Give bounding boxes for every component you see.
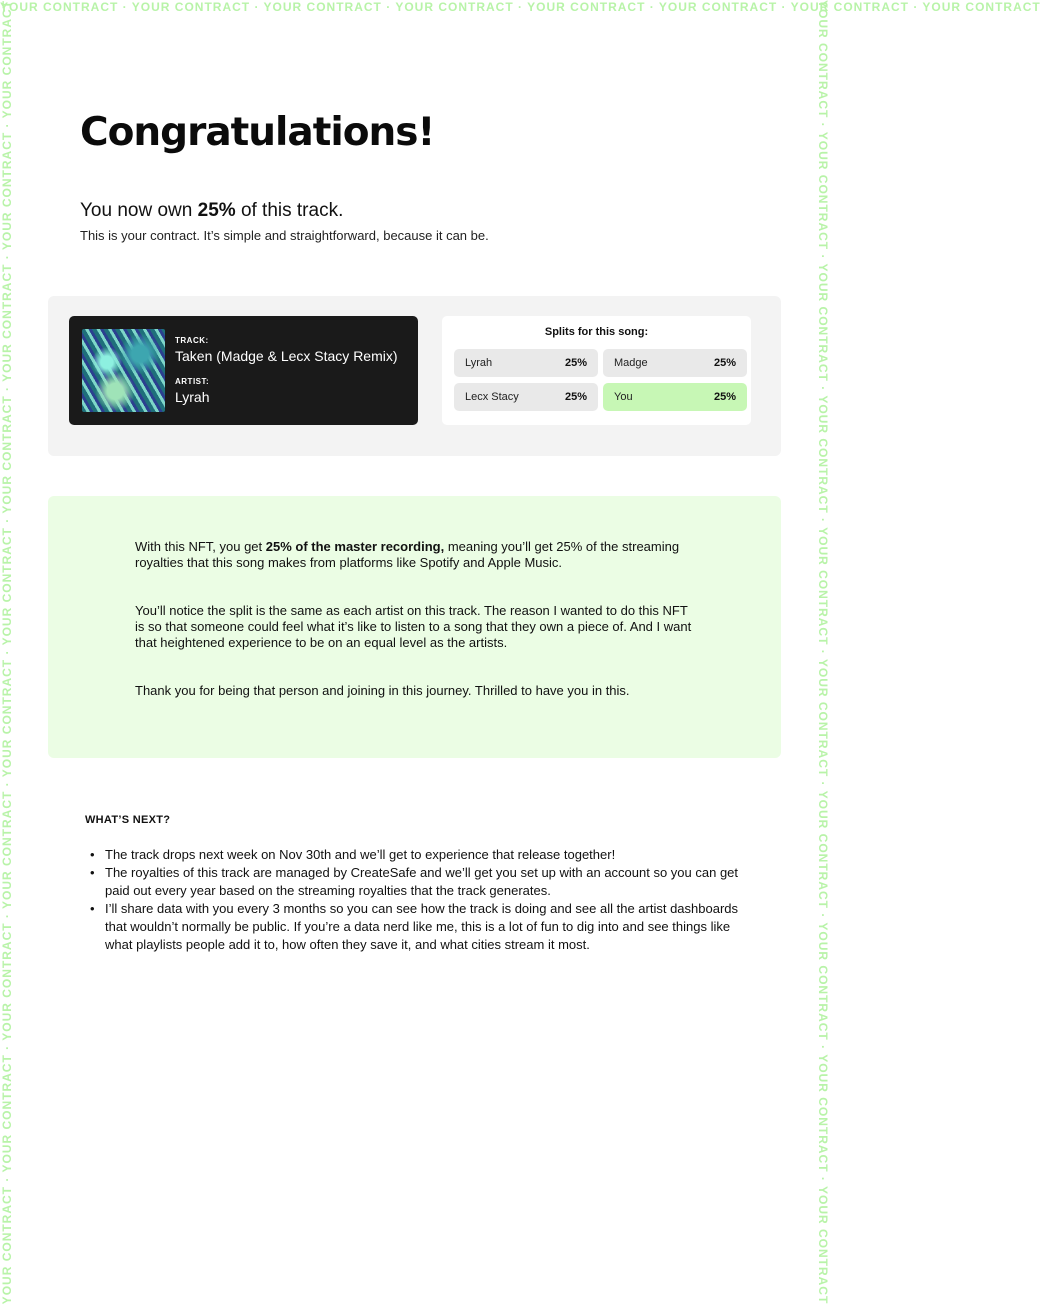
page-title: Congratulations! bbox=[80, 110, 435, 155]
artist-label: ARTIST: bbox=[175, 377, 210, 386]
split-chip-lecx-stacy bbox=[454, 383, 598, 411]
track-label: TRACK: bbox=[175, 336, 209, 345]
watermark-right: YOUR CONTRACT · YOUR CONTRACT · YOUR CONTRACT · YOUR CONTRACT · YOUR CONTRACT · YOUR CONTRACT · YOUR CONTRACT · YOUR CONTRACT · YOUR CONTRACT · YOUR CONTRACT bbox=[816, 0, 830, 1304]
nft-paragraph-2: You’ll notice the split is the same as each artist on this track. The reason I wanted to do this NFT is so that someone could feel what it’s like to listen to a song that they own a piece of. And I want that heightened experience to be on an equal level as the artists. bbox=[135, 603, 692, 650]
ownership-line bbox=[80, 200, 343, 222]
ownership-prefix: You now own bbox=[80, 200, 193, 221]
whats-next-list bbox=[90, 846, 745, 954]
artist-name: Lyrah bbox=[175, 389, 210, 405]
list-item: • The track drops next week on Nov 30th and we’ll get to experience that release together! bbox=[90, 846, 745, 864]
nft-p1-text: With this NFT, you get bbox=[135, 539, 266, 554]
watermark-left: YOUR CONTRACT · YOUR CONTRACT · YOUR CONTRACT · YOUR CONTRACT · YOUR CONTRACT · YOUR CONTRACT · YOUR CONTRACT · YOUR CONTRACT · YOUR CONTRACT · YOUR CONTRACT bbox=[0, 0, 14, 1304]
track-summary-panel bbox=[48, 296, 781, 456]
split-percent: 25% bbox=[713, 357, 736, 369]
split-name: Lyrah bbox=[465, 357, 493, 369]
nft-paragraph-3: Thank you for being that person and joining in this journey. Thrilled to have you in this. bbox=[135, 683, 630, 698]
split-percent: 25% bbox=[564, 357, 587, 369]
split-percent: 25% bbox=[713, 391, 736, 403]
split-chip-lyrah bbox=[454, 349, 598, 377]
split-chip-you bbox=[603, 383, 747, 411]
split-chip-madge bbox=[603, 349, 747, 377]
list-item: • The royalties of this track are managed by CreateSafe and we’ll get you set up with an account so you can get paid out every year based on the streaming royalties that the track generates. bbox=[90, 864, 745, 900]
split-percent: 25% bbox=[564, 391, 587, 403]
album-art-image bbox=[82, 329, 165, 412]
split-name: Lecx Stacy bbox=[465, 391, 519, 403]
split-name: You bbox=[614, 391, 633, 403]
nft-description-panel bbox=[48, 496, 781, 758]
ownership-percent: 25% bbox=[197, 200, 236, 221]
nft-paragraph-1 bbox=[135, 539, 695, 571]
nft-p1-text-after: meaning you’ll get 25% of the streaming royalties that this song makes from platforms like Spotify and Apple Music. bbox=[135, 539, 680, 570]
whats-next-heading: WHAT’S NEXT? bbox=[85, 814, 171, 826]
nft-p1-bold: 25% of the master recording, bbox=[265, 539, 445, 554]
splits-card bbox=[442, 316, 751, 425]
contract-subtitle: This is your contract. It’s simple and straightforward, because it can be. bbox=[80, 228, 489, 243]
track-name: Taken (Madge & Lecx Stacy Remix) bbox=[175, 348, 398, 364]
watermark-top: YOUR CONTRACT · YOUR CONTRACT · YOUR CONTRACT · YOUR CONTRACT · YOUR CONTRACT · YOUR CONTRACT · YOUR CONTRACT · YOUR CONTRACT bbox=[0, 0, 1041, 14]
ownership-suffix: of this track. bbox=[240, 200, 344, 221]
list-item: • I’ll share data with you every 3 months so you can see how the track is doing and see all the artist dashboards that wouldn’t normally be public. If you’re a data nerd like me, this is a lot of fun to dig into and see things like what playlists people add it to, how often they save it, and what cities stream it most. bbox=[90, 900, 745, 954]
split-name: Madge bbox=[614, 357, 648, 369]
track-card bbox=[69, 316, 418, 425]
splits-title: Splits for this song: bbox=[544, 326, 649, 338]
